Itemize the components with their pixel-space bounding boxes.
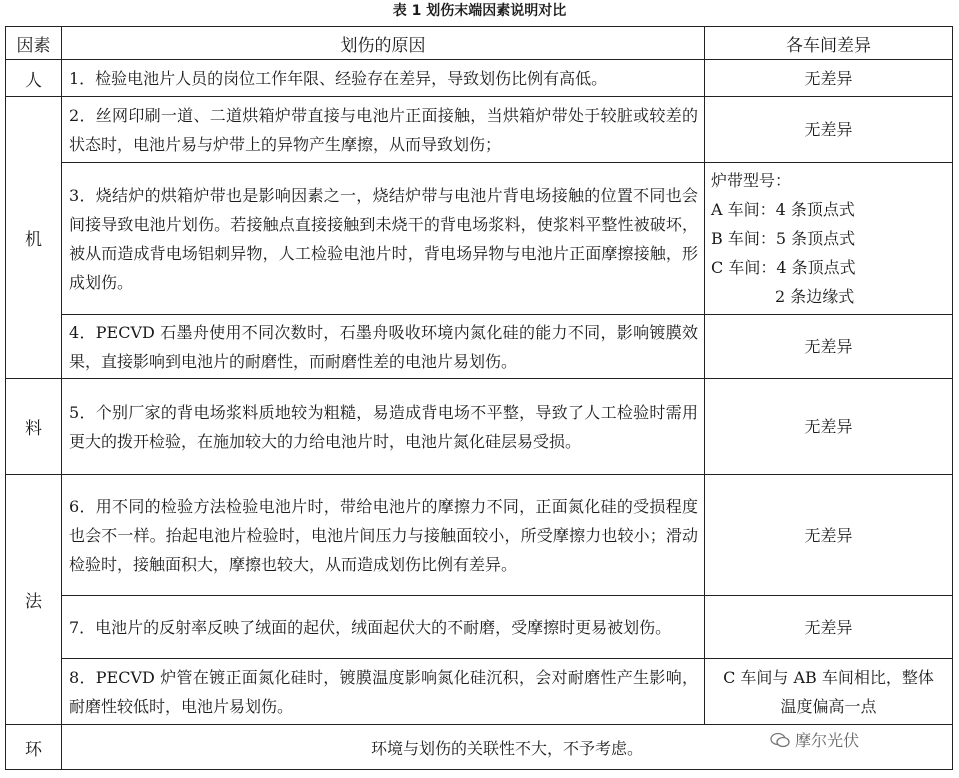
factor-cell: 人 [6, 60, 62, 97]
table-row [6, 596, 953, 659]
diff-line: C 车间：4 条顶点式 [711, 258, 856, 277]
header-diff: 各车间差异 [705, 27, 953, 60]
diff-cell: 无差异 [705, 379, 953, 475]
reason-cell: 6．用不同的检验方法检验电池片时，带给电池片的摩擦力不同，正面氮化硅的受损程度也会不一样。抬起电池片检验时，电池片间压力与接触面较小，所受摩擦力也较小；滑动检验时，接触面积大，摩擦也较大，从而造成划伤比例有差异。 [62, 475, 705, 596]
table-row [6, 315, 953, 379]
table-row [6, 163, 953, 315]
factor-cell: 环 [6, 725, 62, 770]
diff-line: A 车间：4 条顶点式 [711, 200, 855, 219]
header-row [6, 27, 953, 60]
table-row [6, 97, 953, 163]
reason-cell: 4．PECVD 石墨舟使用不同次数时，石墨舟吸收环境内氮化硅的能力不同，影响镀膜效果，直接影响到电池片的耐磨性，而耐磨性差的电池片易划伤。 [62, 315, 705, 379]
reason-cell: 7．电池片的反射率反映了绒面的起伏，绒面起伏大的不耐磨，受摩擦时更易被划伤。 [62, 596, 705, 659]
reason-cell: 8．PECVD 炉管在镀正面氮化硅时，镀膜温度影响氮化硅沉积，会对耐磨性产生影响，耐磨性较低时，电池片易划伤。 [62, 659, 705, 725]
diff-cell: 无差异 [705, 60, 953, 97]
factor-cell: 机 [6, 97, 62, 379]
watermark-text: 摩尔光伏 [795, 731, 860, 750]
table-row [6, 379, 953, 475]
reason-cell: 2．丝网印刷一道、二道烘箱炉带直接与电池片正面接触，当烘箱炉带处于较脏或较差的状态时，电池片易与炉带上的异物产生摩擦，从而导致划伤； [62, 97, 705, 163]
reason-cell: 1．检验电池片人员的岗位工作年限、经验存在差异，导致划伤比例有高低。 [62, 60, 705, 97]
reason-cell: 环境与划伤的关联性不大，不予考虑。 [62, 725, 953, 770]
table-caption: 表 1 划伤末端因素说明对比 [392, 3, 567, 19]
header-factor: 因素 [6, 27, 62, 60]
diff-cell: 无差异 [705, 97, 953, 163]
diff-cell [705, 163, 953, 315]
diff-line: 2 条边缘式 [775, 287, 855, 306]
wechat-icon [770, 732, 790, 748]
diff-cell: 无差异 [705, 596, 953, 659]
diff-line: 炉带型号： [711, 171, 792, 190]
table-row [6, 659, 953, 725]
factor-cell: 料 [6, 379, 62, 475]
diff-cell [705, 659, 953, 725]
reason-cell: 5．个别厂家的背电场浆料质地较为粗糙，易造成背电场不平整，导致了人工检验时需用更大的拨开检验，在施加较大的力给电池片时，电池片氮化硅层易受损。 [62, 379, 705, 475]
table-row [6, 475, 953, 596]
diff-line: B 车间：5 条顶点式 [711, 229, 856, 248]
header-reason: 划伤的原因 [62, 27, 705, 60]
reason-cell: 3．烧结炉的烘箱炉带也是影响因素之一，烧结炉带与电池片背电场接触的位置不同也会间接导致电池片划伤。若接触点直接接触到未烧干的背电场浆料，使浆料平整性被破坏，被从而造成背电场铝刺异物，人工检验电池片时，背电场异物与电池片正面摩擦接触，形成划伤。 [62, 163, 705, 315]
diff-line: 温度偏高一点 [780, 696, 877, 716]
comparison-table [5, 26, 953, 770]
factor-cell: 法 [6, 475, 62, 725]
diff-cell: 无差异 [705, 315, 953, 379]
watermark [770, 728, 859, 751]
table-row [6, 60, 953, 97]
diff-cell: 无差异 [705, 475, 953, 596]
diff-line: C 车间与 AB 车间相比，整体 [723, 667, 934, 687]
